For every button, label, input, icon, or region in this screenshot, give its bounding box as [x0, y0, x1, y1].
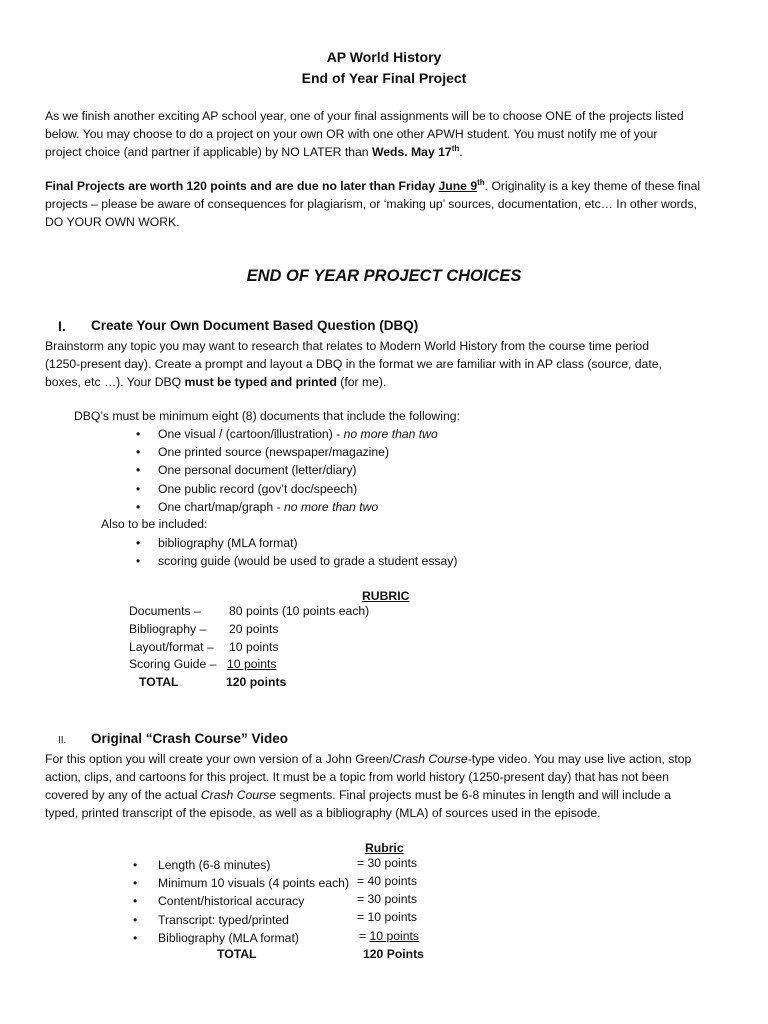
rubric-1-label: Scoring Guide –	[129, 657, 217, 671]
section-2-title: Original “Crash Course” Video	[91, 731, 289, 746]
list-item	[133, 929, 349, 947]
rubric-2-value: = 30 points	[357, 892, 417, 906]
rubric-2-value: = 10 points	[359, 929, 419, 943]
crash-course-italic: Crash Course	[392, 752, 468, 766]
rubric-1-total-label: TOTAL	[139, 675, 179, 689]
rubric-1-title: RUBRIC	[362, 589, 410, 603]
list-item	[136, 443, 438, 461]
rubric-2-label: Length (6-8 minutes)	[158, 858, 271, 872]
section-1-text: (for me).	[336, 375, 387, 389]
item-text: One personal document (letter/diary)	[158, 463, 357, 478]
list-item	[136, 552, 458, 570]
due-date-suffix: th	[477, 177, 485, 187]
rubric-1-label: Layout/format –	[129, 640, 214, 654]
item-text: One visual / (cartoon/illustration) -	[158, 427, 344, 441]
notify-deadline: Weds. May 17	[371, 145, 452, 159]
bullet-icon: •	[133, 930, 138, 945]
rubric-1-total-value: 120 points	[226, 675, 287, 689]
section-2-text: For this option you will create your own version of a John Green/	[45, 752, 393, 766]
list-item	[133, 911, 349, 929]
document-title: AP World History	[326, 49, 442, 65]
section-1-line: (1250-present day). Create a prompt and layout a DBQ in the format we are familiar with in AP class (source, date,	[45, 357, 662, 371]
rubric-2-total-value: 120 Points	[363, 947, 424, 961]
section-1-description	[45, 337, 735, 391]
list-item	[136, 425, 438, 443]
typed-printed-emphasis: must be typed and printed	[184, 375, 337, 389]
bullet-icon: •	[133, 912, 138, 927]
list-item	[133, 892, 349, 910]
rubric-2-value: = 30 points	[357, 856, 417, 870]
intro-paragraph	[45, 107, 735, 161]
intro-line	[45, 143, 735, 161]
section-1-line	[45, 373, 735, 391]
section-2-line	[45, 786, 735, 804]
section-2-number: II.	[58, 735, 67, 746]
rubric-2-value-underlined: 10 points	[369, 929, 419, 943]
bullet-icon: •	[136, 536, 141, 550]
final-line	[45, 177, 735, 195]
item-text: One chart/map/graph -	[158, 499, 284, 514]
section-2-text: covered by any of the actual	[45, 788, 201, 802]
bullet-icon: •	[136, 463, 141, 478]
final-text: . Originality is a key theme of these final	[484, 179, 701, 193]
list-item	[136, 498, 438, 516]
section-1-number: I.	[58, 318, 66, 334]
dbq-document-list	[136, 425, 438, 516]
section-1-text: boxes, etc …). Your DBQ	[45, 375, 185, 389]
notify-deadline-suffix: th	[451, 143, 460, 153]
item-text: One public record (gov’t doc/speech)	[158, 481, 358, 496]
intro-line: below. You may choose to do a project on your own OR with one other APWH student. You must notify me of your	[45, 127, 658, 141]
final-line: projects – please be aware of consequences for plagiarism, or ‘making up’ sources, documentation, etc… In other words,	[45, 197, 697, 211]
section-2-description	[45, 750, 735, 822]
rubric-2-total-label: TOTAL	[217, 947, 257, 961]
rubric-2-value: = 10 points	[357, 910, 417, 924]
bullet-icon: •	[136, 499, 141, 514]
final-points-text: Final Projects are worth 120 points and are due no later than Friday	[45, 179, 439, 193]
also-included-label: Also to be included:	[101, 517, 208, 531]
list-item	[136, 461, 438, 479]
final-paragraph	[45, 177, 735, 231]
section-1-line: Brainstorm any topic you may want to research that relates to Modern World History from the course time period	[45, 339, 649, 353]
item-text: bibliography (MLA format)	[158, 536, 298, 550]
list-item	[133, 856, 349, 874]
rubric-1-label: Bibliography –	[129, 622, 207, 636]
section-2-line: action, clips, and cartoons for this project. It must be a topic from world history (1250-present day) that has not been	[45, 770, 669, 784]
rubric-2-list	[133, 856, 350, 947]
bullet-icon: •	[136, 554, 141, 569]
section-2-line	[45, 750, 735, 768]
bullet-icon: •	[136, 445, 141, 460]
item-note: no more than two	[343, 427, 438, 441]
list-item	[133, 874, 350, 892]
final-line: DO YOUR OWN WORK.	[45, 215, 180, 229]
rubric-2-title: Rubric	[365, 841, 404, 855]
intro-period: .	[459, 145, 463, 159]
rubric-1-value: 10 points	[227, 657, 277, 671]
rubric-2-label: Content/historical accuracy	[158, 894, 305, 909]
bullet-icon: •	[136, 481, 141, 496]
crash-course-italic: Crash Course	[200, 788, 277, 802]
item-text: scoring guide (would be used to grade a student essay)	[158, 554, 458, 569]
due-date: June 9	[438, 179, 478, 193]
rubric-2-label: Transcript: typed/printed	[158, 912, 289, 927]
rubric-1-value: 10 points	[229, 640, 279, 654]
bullet-icon: •	[133, 876, 138, 891]
section-2-line: typed, printed transcript of the episode, as well as a bibliography (MLA) of sources used in the episode.	[45, 806, 601, 820]
intro-text: project choice (and partner if applicable) by NO LATER than	[45, 145, 372, 159]
rubric-2-label: Bibliography (MLA format)	[158, 930, 299, 945]
section-2-text: segments. Final projects must be 6-8 minutes in length and will include a	[276, 788, 671, 802]
document-subtitle: End of Year Final Project	[301, 70, 467, 86]
item-text: One printed source (newspaper/magazine)	[158, 445, 390, 460]
also-included-list	[136, 534, 458, 570]
bullet-icon: •	[133, 858, 138, 872]
choices-heading: END OF YEAR PROJECT CHOICES	[246, 267, 522, 285]
item-note: no more than two	[284, 499, 379, 514]
rubric-2-value: = 40 points	[357, 874, 417, 888]
dbq-requirement: DBQ’s must be minimum eight (8) documents that include the following:	[74, 409, 460, 423]
list-item	[136, 534, 457, 552]
intro-line: As we finish another exciting AP school year, one of your final assignments will be to choose ONE of the projects listed	[45, 109, 684, 123]
bullet-icon: •	[133, 894, 138, 909]
rubric-1-value: 80 points (10 points each)	[229, 604, 370, 618]
rubric-2-label: Minimum 10 visuals (4 points each)	[158, 876, 350, 891]
rubric-1-value: 20 points	[229, 622, 279, 636]
section-1-title: Create Your Own Document Based Question (DBQ)	[91, 318, 419, 333]
bullet-icon: •	[136, 427, 141, 441]
section-2-text: -type video. You may use live action, stop	[467, 752, 692, 766]
rubric-1-label: Documents –	[129, 604, 201, 618]
list-item	[136, 480, 438, 498]
